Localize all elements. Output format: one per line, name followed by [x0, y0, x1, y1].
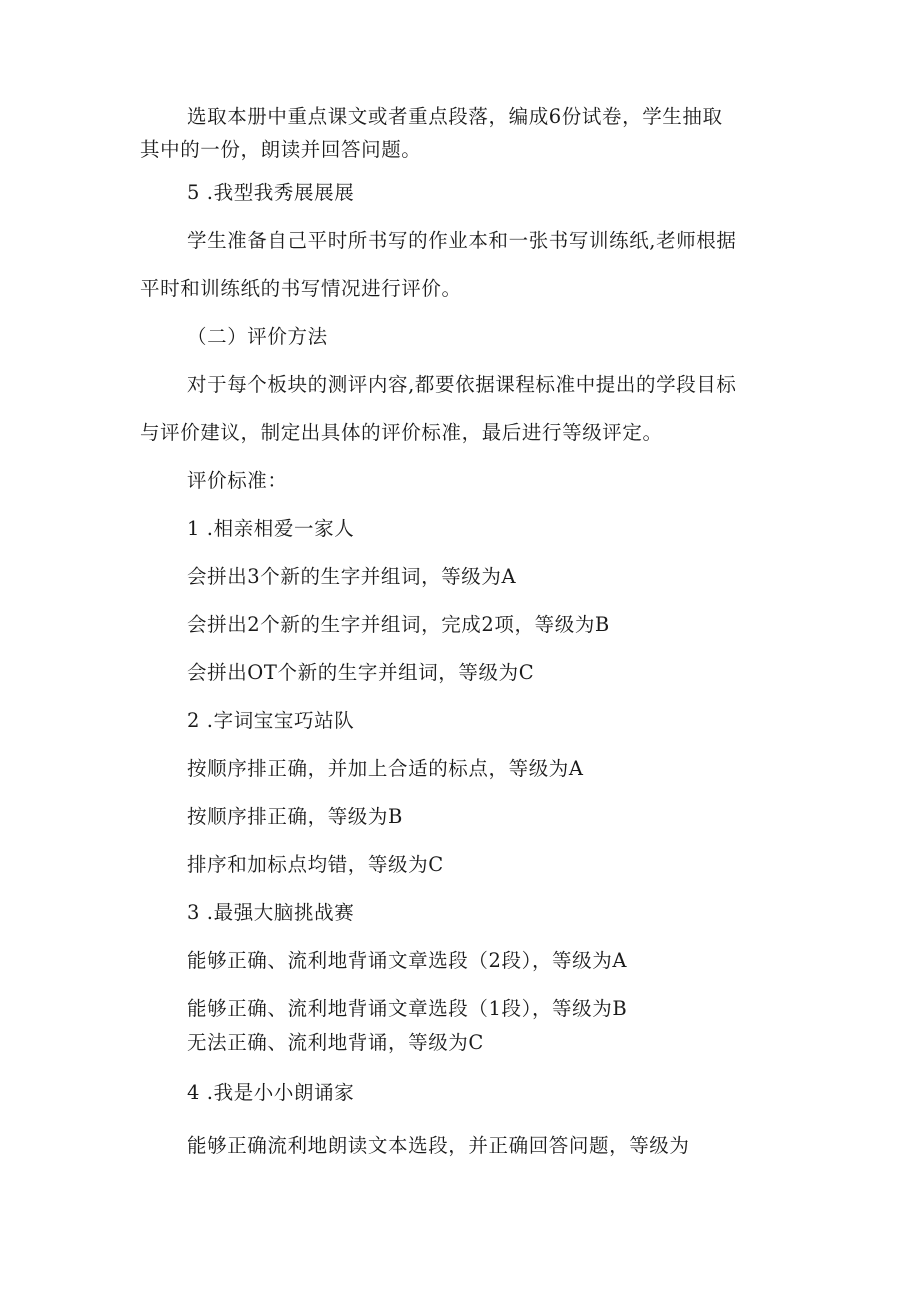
criteria-line: 按顺序排正确，等级为B	[187, 805, 403, 828]
paragraph-line: 其中的一份，朗读并回答问题。	[140, 138, 422, 161]
criteria-line: 会拼出3个新的生字并组词，等级为A	[187, 565, 517, 588]
criteria-line: 能够正确、流利地背诵文章选段（2段），等级为A	[187, 949, 628, 972]
subsection-heading: （二）评价方法	[187, 325, 328, 348]
criteria-line: 按顺序排正确，并加上合适的标点，等级为A	[187, 757, 584, 780]
paragraph-line: 对于每个板块的测评内容,都要依据课程标准中提出的学段目标	[187, 373, 737, 396]
section-heading: 4 .我是小小朗诵家	[187, 1081, 355, 1104]
section-heading: 2 .字词宝宝巧站队	[187, 709, 355, 732]
criteria-line: 能够正确流利地朗读文本选段，并正确回答问题，等级为	[187, 1134, 690, 1157]
criteria-line: 排序和加标点均错，等级为C	[187, 853, 444, 876]
criteria-line: 能够正确、流利地背诵文章选段（1段），等级为B	[187, 997, 628, 1020]
section-heading: 1 .相亲相爱一家人	[187, 517, 355, 540]
paragraph-line: 选取本册中重点课文或者重点段落，编成6份试卷，学生抽取	[187, 105, 723, 128]
section-heading: 3 .最强大脑挑战赛	[187, 901, 355, 924]
criteria-line: 会拼出2个新的生字并组词，完成2项，等级为B	[187, 613, 610, 636]
section-heading: 5 .我型我秀展展展	[187, 181, 355, 204]
paragraph-line: 学生准备自己平时所书写的作业本和一张书写训练纸,老师根据	[187, 229, 737, 252]
paragraph-line: 评价标准：	[187, 469, 288, 492]
paragraph-line: 平时和训练纸的书写情况进行评价。	[140, 277, 462, 300]
criteria-line: 无法正确、流利地背诵，等级为C	[187, 1031, 484, 1054]
paragraph-line: 与评价建议，制定出具体的评价标准，最后进行等级评定。	[140, 421, 663, 444]
criteria-line: 会拼出OT个新的生字并组词，等级为C	[187, 661, 535, 684]
